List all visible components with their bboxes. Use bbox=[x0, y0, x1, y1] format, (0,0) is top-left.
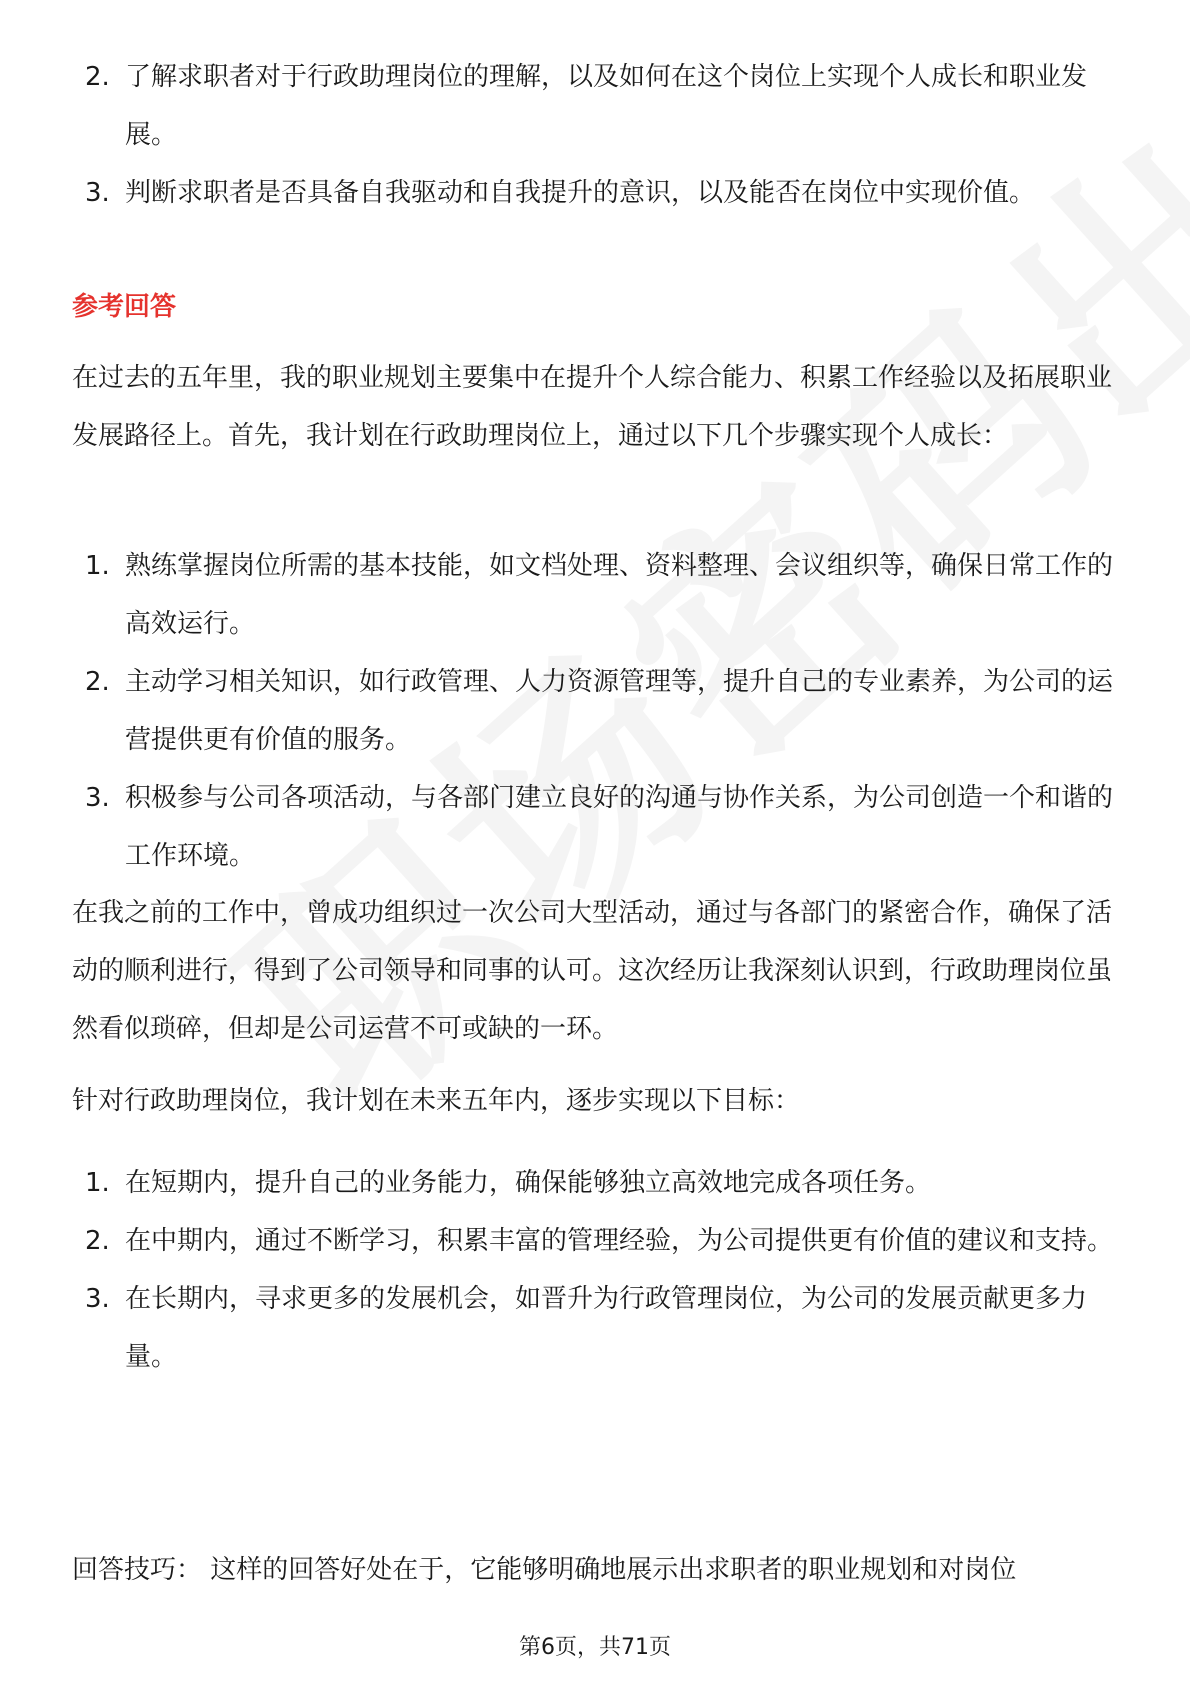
list-item bbox=[0, 48, 1125, 164]
list-item-text: 主动学习相关知识，如行政管理、人力资源管理等，提升自己的专业素养，为公司的运营提供更有价值的服务。 bbox=[125, 667, 1114, 755]
list-item bbox=[0, 164, 1125, 222]
tips-paragraph: 回答技巧： 这样的回答好处在于，它能够明确地展示出求职者的职业规划和对岗位 bbox=[72, 1555, 1017, 1585]
growth-steps-list bbox=[0, 537, 1190, 885]
list-item bbox=[0, 1212, 1125, 1270]
list-item-text: 判断求职者是否具备自我驱动和自我提升的意识，以及能否在岗位中实现价值。 bbox=[125, 178, 1036, 208]
list-item bbox=[0, 653, 1125, 769]
answer-heading: 参考回答 bbox=[72, 292, 177, 322]
list-number: 2. bbox=[85, 1226, 110, 1256]
question-points-list bbox=[0, 48, 1190, 222]
list-number: 2. bbox=[85, 62, 110, 92]
list-item-text: 熟练掌握岗位所需的基本技能，如文档处理、资料整理、会议组织等，确保日常工作的高效运行。 bbox=[125, 551, 1114, 639]
list-item-text: 了解求职者对于行政助理岗位的理解，以及如何在这个岗位上实现个人成长和职业发展。 bbox=[125, 62, 1088, 150]
list-number: 2. bbox=[85, 667, 110, 697]
list-number: 3. bbox=[85, 783, 110, 813]
list-item-text: 在中期内，通过不断学习，积累丰富的管理经验，为公司提供更有价值的建议和支持。 bbox=[125, 1226, 1114, 1256]
page-number-footer: 第6页，共71页 bbox=[519, 1635, 671, 1660]
list-number: 3. bbox=[85, 178, 110, 208]
goals-intro: 针对行政助理岗位，我计划在未来五年内，逐步实现以下目标： bbox=[72, 1086, 801, 1116]
list-item-text: 在长期内，寻求更多的发展机会，如晋升为行政管理岗位，为公司的发展贡献更多力量。 bbox=[125, 1284, 1088, 1372]
experience-paragraph: 在我之前的工作中，曾成功组织过一次公司大型活动，通过与各部门的紧密合作，确保了活动的顺利进行，得到了公司领导和同事的认可。这次经历让我深刻认识到，行政助理岗位虽然看似琐碎，但却是公司运营不可或缺的一环。 bbox=[72, 898, 1113, 1044]
list-item bbox=[0, 769, 1125, 885]
list-item-text: 在短期内，提升自己的业务能力，确保能够独立高效地完成各项任务。 bbox=[125, 1168, 932, 1198]
goals-list bbox=[0, 1154, 1190, 1386]
list-number: 3. bbox=[85, 1284, 110, 1314]
intro-paragraph: 在过去的五年里，我的职业规划主要集中在提升个人综合能力、积累工作经验以及拓展职业发展路径上。首先，我计划在行政助理岗位上，通过以下几个步骤实现个人成长： bbox=[72, 363, 1113, 451]
list-item-text: 积极参与公司各项活动，与各部门建立良好的沟通与协作关系，为公司创造一个和谐的工作环境。 bbox=[125, 783, 1114, 871]
list-item bbox=[0, 1154, 1125, 1212]
list-item bbox=[0, 1270, 1125, 1386]
list-number: 1. bbox=[85, 1168, 110, 1198]
list-item bbox=[0, 537, 1125, 653]
list-number: 1. bbox=[85, 551, 110, 581]
